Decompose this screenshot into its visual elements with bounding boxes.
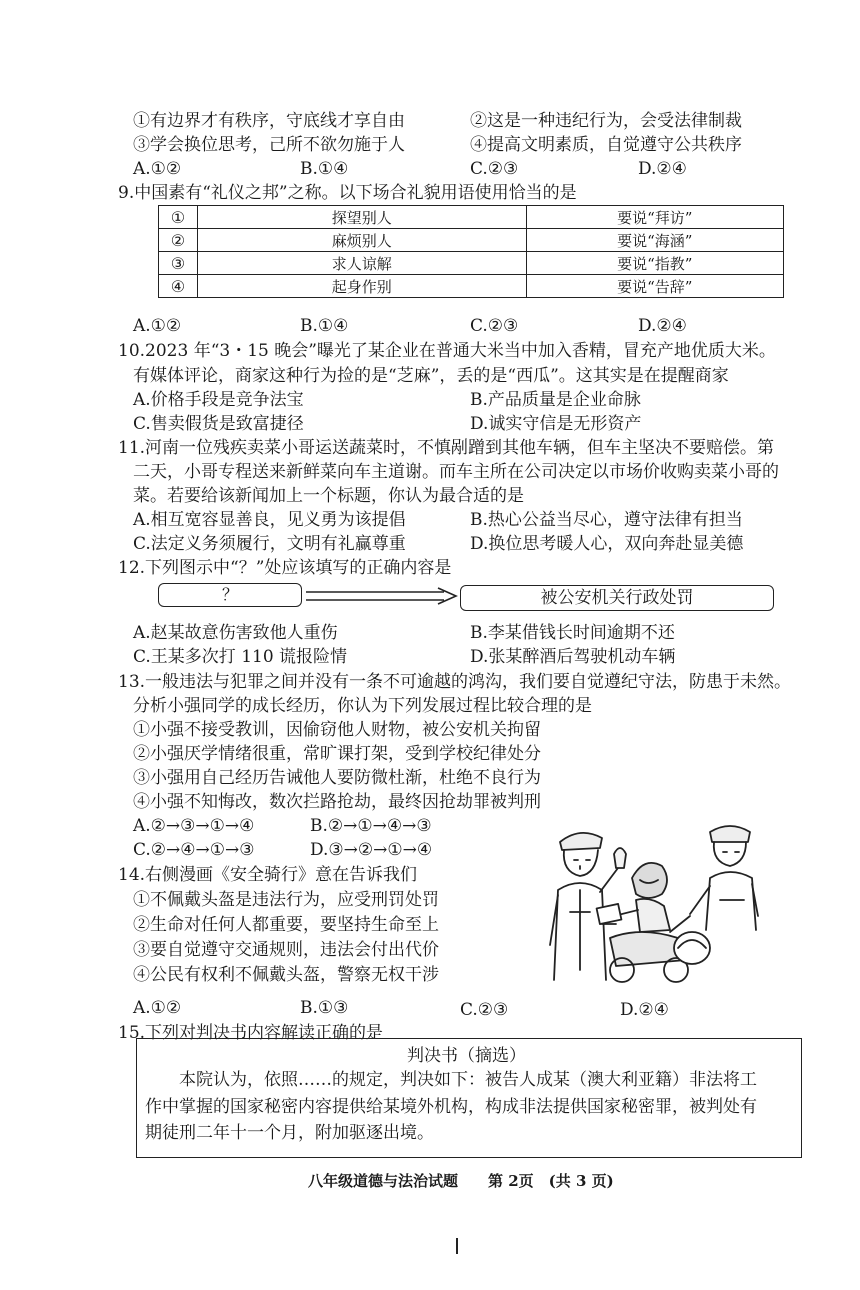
row-situation: 探望别人 bbox=[197, 206, 526, 229]
table-row bbox=[159, 206, 784, 229]
q13-option-3: ③小强用自己经历告诫他人要防微杜渐，杜绝不良行为 bbox=[133, 768, 541, 788]
q12-stem: 12.下列图示中“？”处应该填写的正确内容是 bbox=[118, 558, 452, 578]
q11-choice-a: A.相互宽容显善良，见义勇为该提倡 bbox=[133, 510, 406, 530]
verdict-line-3: 期徒刑二年十一个月，附加驱逐出境。 bbox=[145, 1123, 434, 1143]
q13-option-4: ④小强不知悔改，数次拦路抢劫，最终因抢劫罪被判刑 bbox=[133, 792, 541, 812]
q9-choice-c: C.②③ bbox=[470, 316, 519, 336]
table-row bbox=[159, 275, 784, 298]
q13-choice-d: D.③→②→①→④ bbox=[310, 840, 433, 860]
q11-choice-d: D.换位思考暖人心，双向奔赴显美德 bbox=[470, 534, 744, 554]
q12-choice-b: B.李某借钱长时间逾期不还 bbox=[470, 623, 675, 643]
q8-choice-c: C.②③ bbox=[470, 159, 519, 179]
q15-stem: 15.下列对判决书内容解读正确的是 bbox=[118, 1023, 384, 1043]
row-situation: 起身作别 bbox=[197, 275, 526, 298]
row-situation: 求人谅解 bbox=[197, 252, 526, 275]
q13-stem-line1: 13.一般违法与犯罪之间并没有一条不可逾越的鸿沟，我们要自觉遵纪守法，防患于未然。 bbox=[118, 672, 792, 692]
q14-option-3: ③要自觉遵守交通规则，违法会付出代价 bbox=[133, 940, 439, 960]
q14-choice-a: A.①② bbox=[133, 998, 182, 1018]
q12-question-box: ？ bbox=[158, 583, 302, 607]
q14-choice-c: C.②③ bbox=[460, 1000, 509, 1020]
page-mark bbox=[456, 1238, 458, 1254]
q12-choice-c: C.王某多次打 110 谎报险情 bbox=[133, 647, 348, 667]
q13-option-1: ①小强不接受教训，因偷窃他人财物，被公安机关拘留 bbox=[133, 720, 541, 740]
q11-choice-c: C.法定义务须履行，文明有礼赢尊重 bbox=[133, 534, 406, 554]
q10-choice-d: D.诚实守信是无形资产 bbox=[470, 414, 642, 434]
verdict-line-2: 作中掌握的国家秘密内容提供给某境外机构，构成非法提供国家秘密罪，被判处有 bbox=[145, 1097, 757, 1117]
q13-choice-a: A.②→③→①→④ bbox=[133, 816, 255, 836]
q10-choice-c: C.售卖假货是致富捷径 bbox=[133, 414, 304, 434]
row-phrase: 要说“告辞” bbox=[526, 275, 783, 298]
row-phrase: 要说“海涵” bbox=[526, 229, 783, 252]
verdict-excerpt-box bbox=[136, 1038, 802, 1158]
page-footer: 八年级道德与法治试题 第 2页 (共 3 页) bbox=[308, 1172, 614, 1190]
q8-choice-a: A.①② bbox=[133, 159, 182, 179]
table-row bbox=[159, 229, 784, 252]
q10-choice-b: B.产品质量是企业命脉 bbox=[470, 390, 641, 410]
q9-choice-d: D.②④ bbox=[638, 316, 687, 336]
row-number: ④ bbox=[159, 275, 198, 298]
q9-choice-a: A.①② bbox=[133, 316, 182, 336]
q14-stem: 14.右侧漫画《安全骑行》意在告诉我们 bbox=[118, 865, 418, 885]
q8-choice-b: B.①④ bbox=[300, 159, 349, 179]
q11-stem-line3: 菜。若要给该新闻加上一个标题，你认为最合适的是 bbox=[133, 486, 524, 506]
q14-choice-d: D.②④ bbox=[620, 1000, 669, 1020]
double-arrow-icon bbox=[304, 587, 460, 605]
row-phrase: 要说“指教” bbox=[526, 252, 783, 275]
q13-choice-b: B.②→①→④→③ bbox=[310, 816, 432, 836]
q10-stem-line2: 有媒体评论，商家这种行为捡的是“芝麻”，丢的是“西瓜”。这其实是在提醒商家 bbox=[133, 366, 729, 386]
q11-stem-line2: 二天，小哥专程送来新鲜菜向车主道谢。而车主所在公司决定以市场价收购卖菜小哥的 bbox=[133, 462, 779, 482]
q13-choice-c: C.②→④→①→③ bbox=[133, 840, 255, 860]
row-number: ③ bbox=[159, 252, 198, 275]
q13-option-2: ②小强厌学情绪很重，常旷课打架，受到学校纪律处分 bbox=[133, 744, 541, 764]
q9-stem: 9.中国素有“礼仪之邦”之称。以下场合礼貌用语使用恰当的是 bbox=[118, 183, 577, 203]
q9-choice-b: B.①④ bbox=[300, 316, 349, 336]
q12-choice-a: A.赵某故意伤害致他人重伤 bbox=[133, 623, 338, 643]
q8-option-3: ③学会换位思考，己所不欲勿施于人 bbox=[133, 135, 405, 155]
safe-riding-cartoon-image bbox=[540, 820, 762, 988]
q13-stem-line2: 分析小强同学的成长经历，你认为下列发展过程比较合理的是 bbox=[133, 696, 592, 716]
q11-stem-line1: 11.河南一位残疾卖菜小哥运送蔬菜时，不慎剐蹭到其他车辆，但车主坚决不要赔偿。第 bbox=[118, 438, 775, 458]
row-situation: 麻烦别人 bbox=[197, 229, 526, 252]
table-row bbox=[159, 252, 784, 275]
q8-choice-d: D.②④ bbox=[638, 159, 687, 179]
row-number: ① bbox=[159, 206, 198, 229]
q8-option-4: ④提高文明素质，自觉遵守公共秩序 bbox=[470, 135, 742, 155]
row-number: ② bbox=[159, 229, 198, 252]
row-phrase: 要说“拜访” bbox=[526, 206, 783, 229]
q8-option-2: ②这是一种违纪行为，会受法律制裁 bbox=[470, 111, 742, 131]
verdict-title: 判决书（摘选） bbox=[407, 1046, 526, 1066]
q10-stem-line1: 10.2023 年“3・15 晚会”曝光了某企业在普通大米当中加入香精，冒充产地优质大米。 bbox=[118, 341, 776, 361]
q14-option-1: ①不佩戴头盔是违法行为，应受刑罚处罚 bbox=[133, 890, 439, 910]
q12-choice-d: D.张某醉酒后驾驶机动车辆 bbox=[470, 647, 676, 667]
q14-option-4: ④公民有权利不佩戴头盔，警察无权干涉 bbox=[133, 965, 439, 985]
q8-option-1: ①有边界才有秩序，守底线才享自由 bbox=[133, 111, 405, 131]
q9-etiquette-table bbox=[158, 205, 784, 298]
q14-option-2: ②生命对任何人都重要，要坚持生命至上 bbox=[133, 915, 439, 935]
q10-choice-a: A.价格手段是竞争法宝 bbox=[133, 390, 304, 410]
verdict-line-1: 本院认为，依照……的规定，判决如下：被告人成某（澳大利亚籍）非法将工 bbox=[179, 1070, 757, 1090]
q11-choice-b: B.热心公益当尽心，遵守法律有担当 bbox=[470, 510, 743, 530]
q14-choice-b: B.①③ bbox=[300, 998, 349, 1018]
q12-answer-box: 被公安机关行政处罚 bbox=[460, 585, 774, 611]
